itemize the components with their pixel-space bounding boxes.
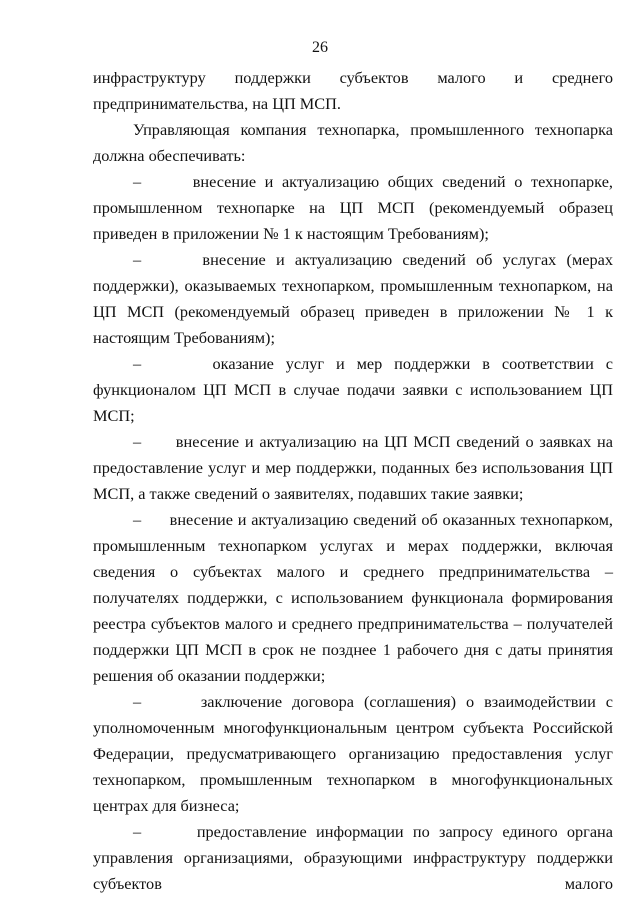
list-item: – внесение и актуализацию общих сведений о технопарке, промышленном технопарке на ЦП МСП (рекомендуемый образец приведен в приложении № 1 к настоящим Требованиям); — [93, 172, 613, 243]
list-item: – внесение и актуализацию сведений об оказанных технопарком, промышленным технопарком услугах и мерах поддержки, включая сведения о субъектах малого и среднего предпринимательства – получателях поддержки, с использованием функционала формирования реестра субъектов малого и среднего предпринимательства – получателей поддержки ЦП МСП в срок не позднее 1 рабочего дня с даты принятия решения об оказании поддержки; — [93, 510, 613, 685]
paragraph-continuation: инфраструктуру поддержки субъектов малого и среднего предпринимательства, на ЦП МСП. — [93, 68, 613, 113]
page-number: 26 — [312, 39, 328, 56]
list-item: – оказание услуг и мер поддержки в соответствии с функционалом ЦП МСП в случае подачи заявки с использованием ЦП МСП; — [93, 354, 613, 425]
paragraph-intro: Управляющая компания технопарка, промышленного технопарка должна обеспечивать: — [93, 120, 613, 165]
list-item: – внесение и актуализацию на ЦП МСП сведений о заявках на предоставление услуг и мер поддержки, поданных без использования ЦП МСП, а также сведений о заявителях, подавших такие заявки; — [93, 432, 613, 503]
list-item: – внесение и актуализацию сведений об услугах (мерах поддержки), оказываемых технопарком, промышленным технопарком, на ЦП МСП (рекомендуемый образец приведен в приложении № 1 к настоящим Требованиям); — [93, 250, 613, 347]
list-item: – заключение договора (соглашения) о взаимодействии с уполномоченным многофункциональным центром субъекта Российской Федерации, предусматривающего организацию предоставления услуг технопарком, промышленным технопарком в многофункциональных центрах для бизнеса; — [93, 692, 613, 815]
document-body — [93, 65, 613, 897]
list-item-last: – предоставление информации по запросу единого органа управления организациями, образующими инфраструктуру поддержки субъектов малого — [93, 822, 613, 893]
